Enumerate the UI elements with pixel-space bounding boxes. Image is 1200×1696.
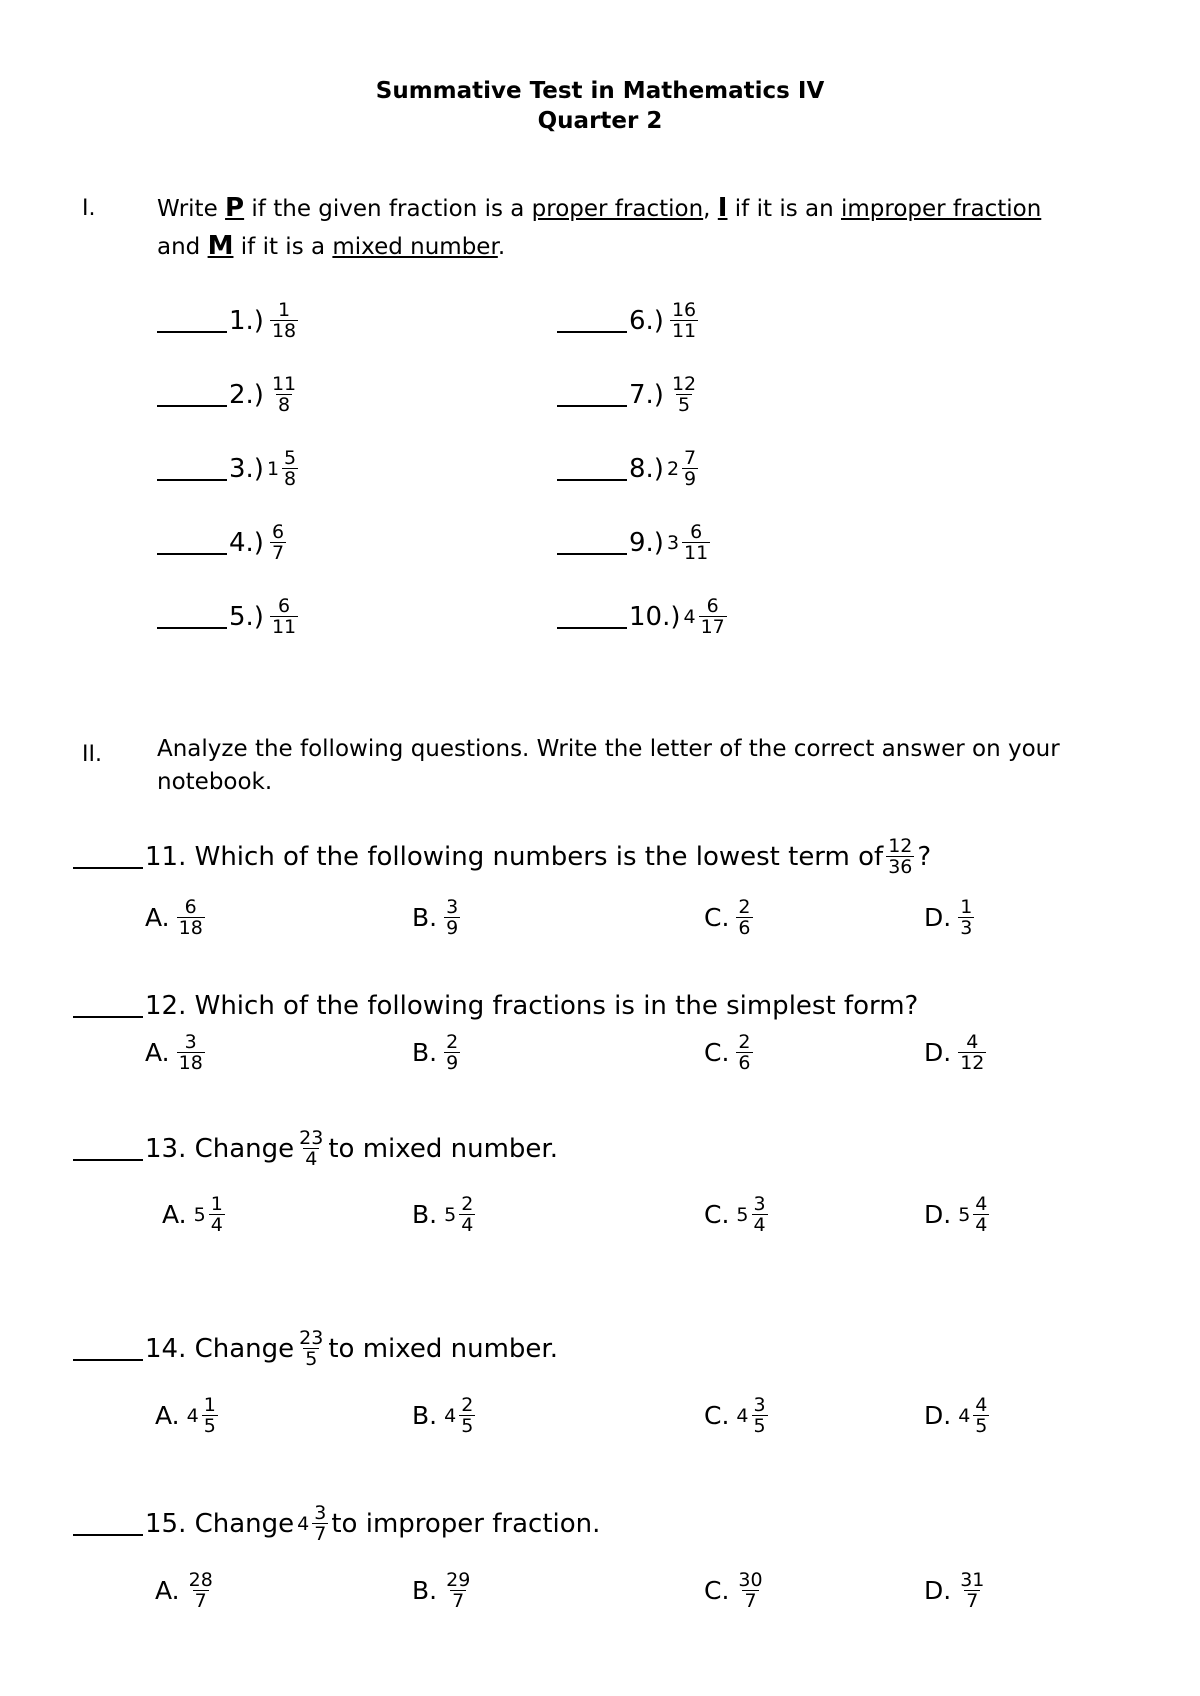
q11-option-a[interactable]: A. $\frac{6}{18}$: [145, 896, 203, 939]
item-whole: 3: [666, 531, 680, 554]
instr-text: if it is an: [727, 196, 841, 222]
instr-text: .: [497, 234, 506, 260]
item-1: [157, 300, 301, 341]
answer-blank[interactable]: [157, 549, 227, 555]
item-fraction: $\frac{1}{18}$: [271, 299, 297, 342]
question-whole: 4: [297, 1512, 310, 1535]
item-fraction: $\frac{7}{9}$: [684, 447, 697, 490]
q15-option-c[interactable]: C. $\frac{30}{7}$: [704, 1569, 763, 1612]
item-label: 9.): [629, 527, 664, 558]
part1-numeral: I.: [82, 196, 96, 221]
answer-blank[interactable]: [73, 1355, 143, 1361]
answer-blank[interactable]: [557, 623, 627, 629]
q12-option-c[interactable]: C. $\frac{2}{6}$: [704, 1031, 751, 1074]
item-2: [157, 374, 301, 415]
q14-option-a[interactable]: A. 4 $\frac{1}{5}$: [155, 1394, 216, 1437]
question-text: 15. Change: [145, 1508, 295, 1539]
q14-option-b[interactable]: B. 4 $\frac{2}{5}$: [412, 1394, 474, 1437]
item-3: [157, 448, 301, 489]
part1-instruction: [157, 190, 1167, 266]
q13-option-d[interactable]: D. 5 $\frac{4}{4}$: [924, 1193, 988, 1236]
answer-blank[interactable]: [157, 475, 227, 481]
instr-p: P: [225, 193, 245, 223]
item-7: [557, 374, 701, 415]
question-text: ?: [917, 841, 932, 872]
item-whole: 1: [266, 457, 280, 480]
question-text: 12. Which of the following fractions is in the simplest form?: [145, 991, 919, 1021]
question-fraction: $\frac{12}{36}$: [888, 835, 913, 878]
instr-text: and: [157, 234, 208, 260]
answer-blank[interactable]: [73, 1012, 143, 1018]
instr-text: Write: [157, 196, 226, 222]
question-text: to improper fraction.: [331, 1508, 601, 1539]
item-label: 3.): [229, 453, 264, 484]
item-6: [557, 300, 701, 341]
question-text: to mixed number.: [328, 1333, 558, 1364]
q12-option-a[interactable]: A. $\frac{3}{18}$: [145, 1031, 203, 1074]
item-fraction: $\frac{12}{5}$: [671, 373, 697, 416]
page-title: Summative Test in Mathematics IV: [375, 78, 825, 104]
question-text: 11. Which of the following numbers is the lowest term of: [145, 841, 884, 872]
part2-instruction: Analyze the following questions. Write the letter of the correct answer on your notebook.: [157, 736, 1060, 795]
item-fraction: $\frac{6}{11}$: [271, 595, 297, 638]
answer-blank[interactable]: [157, 401, 227, 407]
item-whole: 2: [666, 457, 680, 480]
item-5: [157, 596, 301, 637]
q12-option-d[interactable]: D. $\frac{4}{12}$: [924, 1031, 985, 1074]
question-fraction: $\frac{23}{5}$: [299, 1327, 324, 1370]
answer-blank[interactable]: [557, 327, 627, 333]
item-8: [557, 448, 701, 489]
q12-option-b[interactable]: B. $\frac{2}{9}$: [412, 1031, 459, 1074]
q14-option-d[interactable]: D. 4 $\frac{4}{5}$: [924, 1394, 988, 1437]
answer-blank[interactable]: [157, 623, 227, 629]
instr-text: if the given fraction is a: [244, 196, 532, 222]
item-label: 7.): [629, 379, 664, 410]
q15-option-a[interactable]: A. $\frac{28}{7}$: [155, 1569, 213, 1612]
item-fraction: $\frac{16}{11}$: [671, 299, 697, 342]
instr-improper: improper fraction: [840, 196, 1042, 222]
item-fraction: $\frac{6}{17}$: [700, 595, 725, 638]
instr-i: I: [717, 193, 728, 223]
item-label: 5.): [229, 601, 264, 632]
item-label: 10.): [629, 601, 681, 632]
question-fraction: $\frac{3}{7}$: [314, 1502, 327, 1545]
instr-text: ,: [703, 196, 718, 222]
item-9: [557, 522, 713, 563]
page-subtitle: Quarter 2: [537, 108, 663, 134]
item-whole: 4: [683, 605, 696, 628]
question-fraction: $\frac{23}{4}$: [299, 1127, 324, 1170]
answer-blank[interactable]: [73, 863, 143, 869]
q11-option-c[interactable]: C. $\frac{2}{6}$: [704, 896, 751, 939]
item-fraction: $\frac{6}{7}$: [271, 521, 285, 564]
question-15: [73, 1503, 600, 1544]
item-label: 6.): [629, 305, 664, 336]
q14-option-c[interactable]: C. 4 $\frac{3}{5}$: [704, 1394, 766, 1437]
answer-blank[interactable]: [557, 475, 627, 481]
item-label: 1.): [229, 305, 264, 336]
instr-proper: proper fraction: [531, 196, 704, 222]
question-12: [73, 986, 918, 1026]
answer-blank[interactable]: [73, 1530, 143, 1536]
item-10: [557, 596, 730, 637]
part2-numeral: II.: [82, 742, 102, 767]
q13-option-a[interactable]: A. 5 $\frac{1}{4}$: [162, 1193, 223, 1236]
answer-blank[interactable]: [557, 549, 627, 555]
instr-mixed: mixed number: [332, 234, 498, 260]
instr-text: if it is a: [233, 234, 333, 260]
item-4: [157, 522, 289, 563]
item-fraction: $\frac{6}{11}$: [684, 521, 709, 564]
q15-option-b[interactable]: B. $\frac{29}{7}$: [412, 1569, 471, 1612]
q13-option-c[interactable]: C. 5 $\frac{3}{4}$: [704, 1193, 766, 1236]
q13-option-b[interactable]: B. 5 $\frac{2}{4}$: [412, 1193, 474, 1236]
item-label: 4.): [229, 527, 264, 558]
answer-blank[interactable]: [557, 401, 627, 407]
item-fraction: $\frac{5}{8}$: [284, 447, 297, 490]
q15-option-d[interactable]: D. $\frac{31}{7}$: [924, 1569, 985, 1612]
item-fraction: $\frac{11}{8}$: [271, 373, 297, 416]
question-14: [73, 1328, 558, 1369]
answer-blank[interactable]: [157, 327, 227, 333]
question-text: 13. Change: [145, 1133, 295, 1164]
question-text: 14. Change: [145, 1333, 295, 1364]
question-13: [73, 1128, 558, 1169]
question-11: [73, 836, 931, 877]
q11-option-b[interactable]: B. $\frac{3}{9}$: [412, 896, 459, 939]
item-label: 8.): [629, 453, 664, 484]
q11-option-d[interactable]: D. $\frac{1}{3}$: [924, 896, 973, 939]
item-label: 2.): [229, 379, 264, 410]
question-text: to mixed number.: [328, 1133, 558, 1164]
instr-m: M: [207, 231, 234, 261]
answer-blank[interactable]: [73, 1155, 143, 1161]
